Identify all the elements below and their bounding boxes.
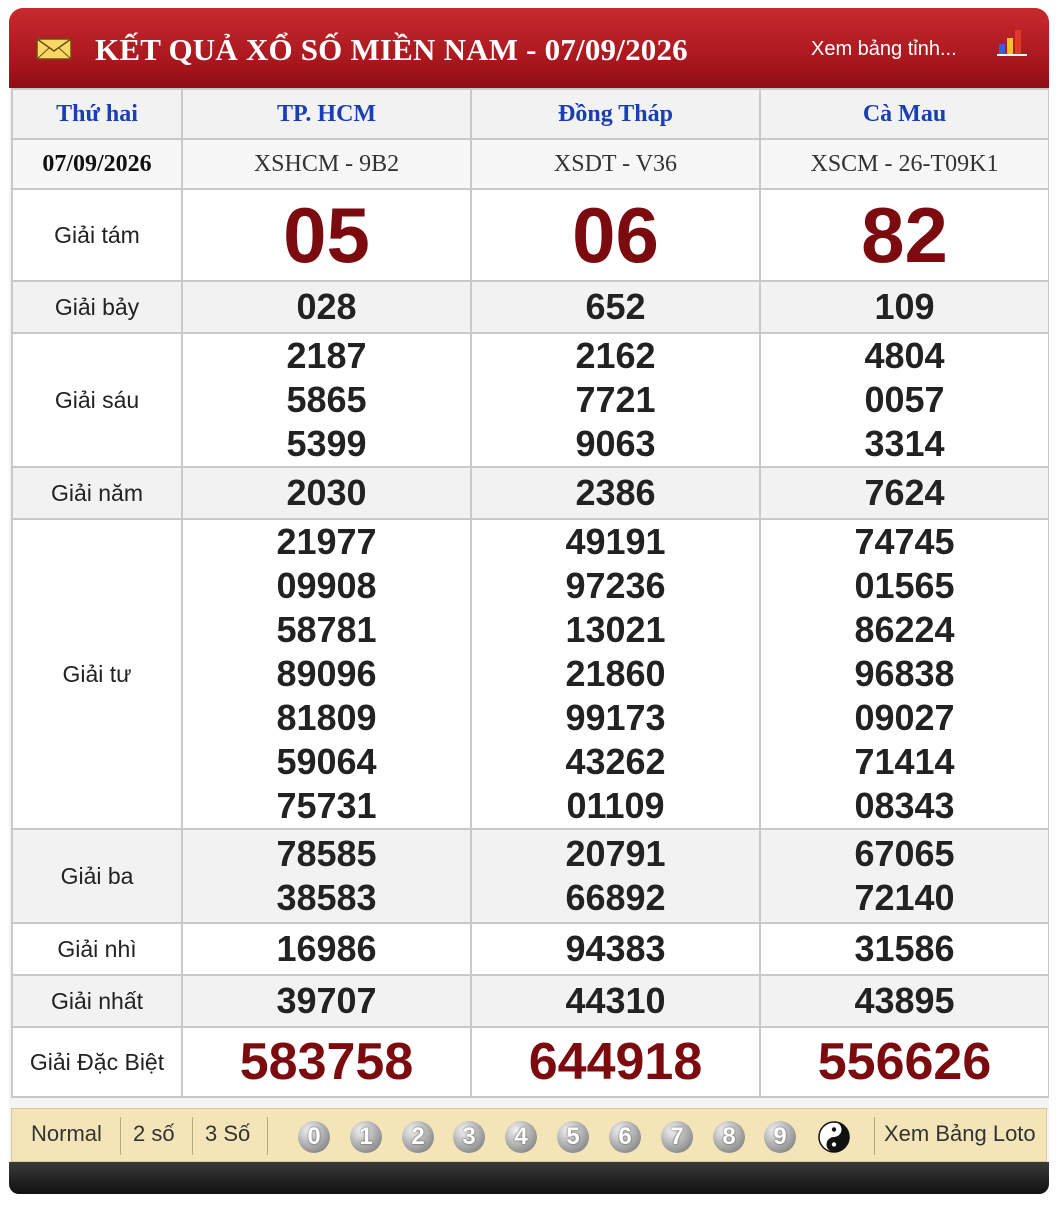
prize-number: 99173 (565, 697, 666, 738)
results-table (11, 88, 1049, 1098)
prize-number: 9063 (575, 423, 656, 464)
prize-number: 94383 (565, 928, 666, 969)
prize-number: 7721 (575, 379, 656, 420)
prize-number: 58781 (276, 609, 377, 650)
digit-filter-ball[interactable]: 0 (298, 1121, 330, 1153)
prize-number: 86224 (854, 609, 955, 650)
prize-number: 09027 (854, 697, 955, 738)
prize-number: 67065 (854, 833, 955, 874)
prize-row-g6 (12, 333, 1049, 467)
prize-number: 2187 (286, 335, 367, 376)
bottom-bar (9, 1162, 1049, 1194)
draw-date: 07/09/2026 (42, 150, 152, 177)
prize-number: 01565 (854, 565, 955, 606)
view-province-table-link[interactable]: Xem bảng tỉnh... (811, 38, 957, 60)
digit-filter-ball[interactable]: 2 (402, 1121, 434, 1153)
prize-number: 109 (874, 286, 935, 327)
bar-chart-icon[interactable] (987, 26, 1029, 58)
prize-number: 5865 (286, 379, 367, 420)
prize-number: 5399 (286, 423, 367, 464)
prize-number: 66892 (565, 877, 666, 918)
prize-number: 20791 (565, 833, 666, 874)
special-prize-number: 644918 (528, 1033, 703, 1091)
ticket-code: XSDT - V36 (553, 150, 678, 177)
header-bar (9, 8, 1049, 88)
prize-number: 39707 (276, 980, 377, 1021)
prize-number: 43895 (854, 980, 955, 1021)
prize-number: 31586 (854, 928, 955, 969)
prize-number: 74745 (854, 521, 955, 562)
page-title: KẾT QUẢ XỔ SỐ MIỀN NAM - 07/09/2026 (95, 32, 688, 67)
prize-label: Giải nhất (12, 975, 182, 1027)
prize-number: 82 (861, 191, 948, 279)
prize-number: 78585 (276, 833, 377, 874)
prize-number: 96838 (854, 653, 955, 694)
prize-number: 38583 (276, 877, 377, 918)
prize-number: 43262 (565, 741, 666, 782)
ticket-code-row (12, 139, 1049, 189)
prize-number: 59064 (276, 741, 377, 782)
province-name[interactable]: Cà Mau (862, 100, 947, 127)
prize-number: 028 (296, 286, 357, 327)
yin-yang-icon[interactable] (818, 1121, 850, 1153)
divider (267, 1117, 268, 1155)
province-header-row (12, 89, 1049, 139)
mode-3-digit-button[interactable]: 3 Số (205, 1121, 251, 1146)
mail-icon (36, 38, 72, 60)
prize-number: 72140 (854, 877, 955, 918)
display-mode-toolbar (11, 1108, 1047, 1162)
prize-label: Giải tám (12, 189, 182, 281)
prize-label: Giải nhì (12, 923, 182, 975)
prize-number: 21860 (565, 653, 666, 694)
prize-label: Giải tư (12, 519, 182, 829)
view-loto-table-link[interactable]: Xem Bảng Loto (884, 1121, 1036, 1146)
divider (192, 1117, 193, 1155)
digit-filter-ball[interactable]: 5 (557, 1121, 589, 1153)
prize-number: 2386 (575, 472, 656, 513)
prize-row-g8 (12, 189, 1049, 281)
prize-label: Giải Đặc Biệt (12, 1027, 182, 1097)
prize-label: Giải sáu (12, 333, 182, 467)
prize-number: 652 (585, 286, 646, 327)
digit-filter-ball[interactable]: 1 (350, 1121, 382, 1153)
prize-number: 44310 (565, 980, 666, 1021)
special-prize-number: 556626 (817, 1033, 992, 1091)
digit-filter-ball[interactable]: 7 (661, 1121, 693, 1153)
prize-label: Giải bảy (12, 281, 182, 333)
divider (874, 1117, 875, 1155)
digit-filter-ball[interactable]: 6 (609, 1121, 641, 1153)
prize-number: 08343 (854, 785, 955, 826)
province-name[interactable]: TP. HCM (276, 100, 377, 127)
mode-normal-button[interactable]: Normal (31, 1121, 102, 1146)
prize-row-g4 (12, 519, 1049, 829)
prize-row-g1 (12, 975, 1049, 1027)
prize-number: 71414 (854, 741, 955, 782)
province-name[interactable]: Đồng Tháp (558, 100, 673, 127)
prize-number: 81809 (276, 697, 377, 738)
prize-number: 09908 (276, 565, 377, 606)
prize-number: 0057 (864, 379, 945, 420)
prize-label: Giải năm (12, 467, 182, 519)
prize-row-special (12, 1027, 1049, 1097)
prize-number: 2030 (286, 472, 367, 513)
divider (120, 1117, 121, 1155)
prize-row-g7 (12, 281, 1049, 333)
prize-number: 4804 (864, 335, 945, 376)
prize-number: 3314 (864, 423, 945, 464)
ticket-code: XSHCM - 9B2 (253, 150, 400, 177)
prize-number: 13021 (565, 609, 666, 650)
prize-number: 7624 (864, 472, 945, 513)
prize-row-g3 (12, 829, 1049, 923)
prize-number: 05 (283, 191, 370, 279)
prize-number: 75731 (276, 785, 377, 826)
weekday-label: Thứ hai (56, 100, 138, 127)
prize-label: Giải ba (12, 829, 182, 923)
prize-number: 01109 (566, 785, 665, 826)
prize-number: 21977 (276, 521, 377, 562)
results-panel (9, 8, 1049, 1194)
prize-row-g5 (12, 467, 1049, 519)
prize-number: 2162 (575, 335, 656, 376)
special-prize-number: 583758 (239, 1033, 414, 1091)
prize-number: 89096 (276, 653, 377, 694)
prize-number: 49191 (565, 521, 666, 562)
digit-filter-ball[interactable]: 9 (764, 1121, 796, 1153)
prize-row-g2 (12, 923, 1049, 975)
prize-number: 97236 (565, 565, 666, 606)
digit-filter-ball[interactable]: 4 (505, 1121, 537, 1153)
ticket-code: XSCM - 26-T09K1 (810, 150, 999, 177)
mode-2-digit-button[interactable]: 2 số (133, 1121, 175, 1146)
prize-number: 06 (572, 191, 659, 279)
digit-filter-ball[interactable]: 3 (453, 1121, 485, 1153)
digit-filter-ball[interactable]: 8 (713, 1121, 745, 1153)
prize-number: 16986 (276, 928, 377, 969)
